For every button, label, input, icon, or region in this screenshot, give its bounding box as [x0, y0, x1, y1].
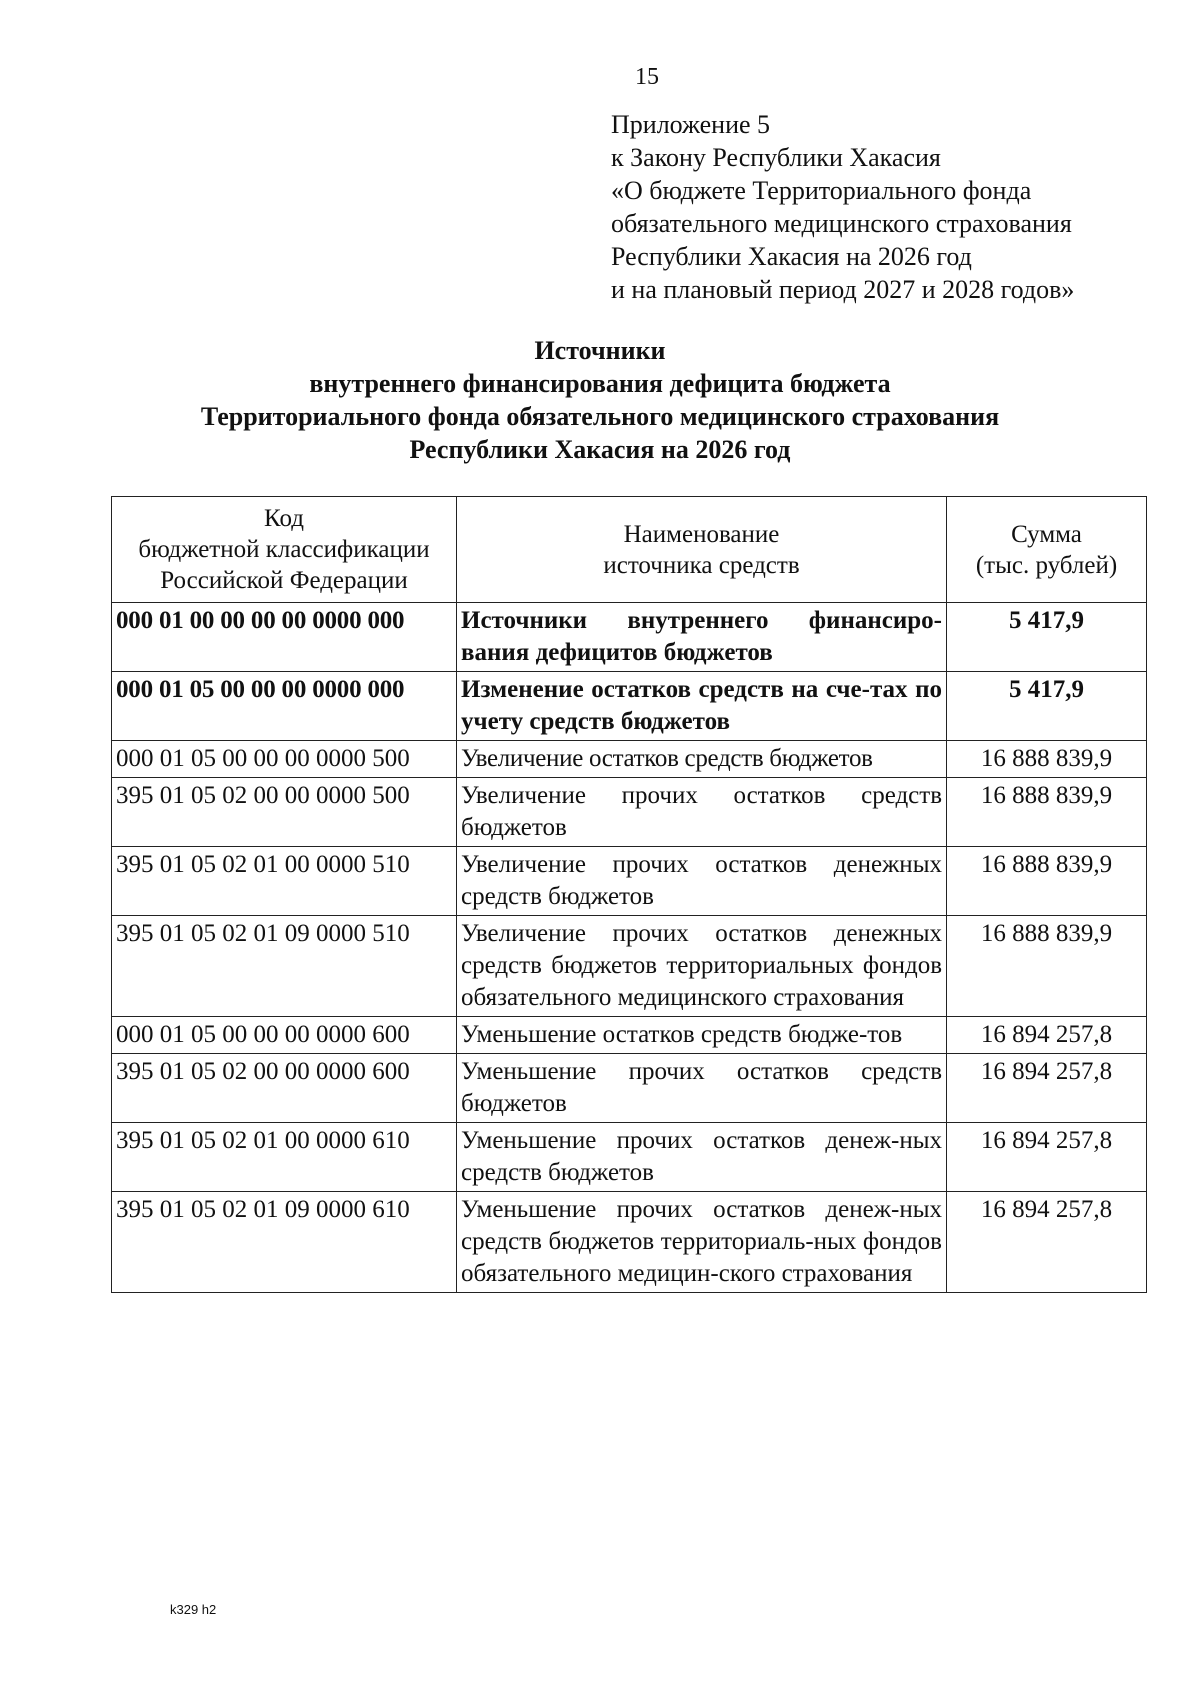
- row-code: 395 01 05 02 01 00 0000 610: [112, 1123, 457, 1192]
- financing-sources-table: [111, 496, 1147, 1293]
- row-code: 395 01 05 02 01 09 0000 610: [112, 1192, 457, 1293]
- row-name: Уменьшение остатков средств бюдже-тов: [457, 1017, 947, 1054]
- row-amount: 16 894 257,8: [947, 1054, 1147, 1123]
- appendix-reference: [611, 108, 1074, 306]
- row-name: Уменьшение прочих остатков средств бюджетов: [457, 1054, 947, 1123]
- header-amount: Сумма (тыс. рублей): [947, 497, 1147, 603]
- appendix-line: Приложение 5: [611, 110, 771, 139]
- row-name: Уменьшение прочих остатков денеж-ных средств бюджетов: [457, 1123, 947, 1192]
- appendix-line: обязательного медицинского страхования: [611, 209, 1072, 238]
- table-row: [112, 741, 1147, 778]
- title-line: Территориального фонда обязательного медицинского страхования: [200, 402, 1000, 431]
- table-row: [112, 916, 1147, 1017]
- header-code: Код бюджетной классификации Российской Федерации: [112, 497, 457, 603]
- row-code: 395 01 05 02 01 00 0000 510: [112, 847, 457, 916]
- header-name: Наименование источника средств: [457, 497, 947, 603]
- row-amount: 16 888 839,9: [947, 778, 1147, 847]
- title-line: внутреннего финансирования дефицита бюджета: [309, 369, 891, 398]
- appendix-line: Республики Хакасия на 2026 год: [611, 242, 972, 271]
- row-name: Увеличение прочих остатков денежных средств бюджетов территориальных фондов обязательного медицинского страхования: [457, 916, 947, 1017]
- row-code: 395 01 05 02 00 00 0000 600: [112, 1054, 457, 1123]
- row-name: Увеличение прочих остатков средств бюджетов: [457, 778, 947, 847]
- table-row: [112, 778, 1147, 847]
- row-name: Увеличение прочих остатков денежных средств бюджетов: [457, 847, 947, 916]
- table-row: [112, 1017, 1147, 1054]
- row-code: 000 01 05 00 00 00 0000 500: [112, 741, 457, 778]
- row-amount: 16 888 839,9: [947, 741, 1147, 778]
- title-line: Источники: [534, 336, 666, 365]
- document-id: k329 h2: [170, 1602, 217, 1617]
- table-row: [112, 1123, 1147, 1192]
- row-amount: 5 417,9: [947, 603, 1147, 672]
- table-header-row: [112, 497, 1147, 603]
- row-amount: 16 888 839,9: [947, 916, 1147, 1017]
- row-code: 395 01 05 02 01 09 0000 510: [112, 916, 457, 1017]
- row-code: 000 01 05 00 00 00 0000 000: [112, 672, 457, 741]
- table-row: [112, 603, 1147, 672]
- row-name: Уменьшение прочих остатков денеж-ных средств бюджетов территориаль-ных фондов обязательного медицин-ского страхования: [457, 1192, 947, 1293]
- page-number: 15: [635, 64, 659, 90]
- appendix-line: и на плановый период 2027 и 2028 годов»: [611, 275, 1075, 304]
- row-code: 000 01 00 00 00 00 0000 000: [112, 603, 457, 672]
- row-name: Увеличение остатков средств бюджетов: [457, 741, 947, 778]
- table-row: [112, 1192, 1147, 1293]
- row-amount: 16 894 257,8: [947, 1123, 1147, 1192]
- row-code: 000 01 05 00 00 00 0000 600: [112, 1017, 457, 1054]
- table-row: [112, 672, 1147, 741]
- row-code: 395 01 05 02 00 00 0000 500: [112, 778, 457, 847]
- table-row: [112, 847, 1147, 916]
- row-amount: 16 894 257,8: [947, 1192, 1147, 1293]
- appendix-line: «О бюджете Территориального фонда: [611, 176, 1032, 205]
- document-title: [0, 334, 1200, 466]
- row-name: Источники внутреннего финансиро-вания дефицитов бюджетов: [457, 603, 947, 672]
- row-amount: 16 888 839,9: [947, 847, 1147, 916]
- row-amount: 5 417,9: [947, 672, 1147, 741]
- row-amount: 16 894 257,8: [947, 1017, 1147, 1054]
- title-line: Республики Хакасия на 2026 год: [409, 435, 791, 464]
- appendix-line: к Закону Республики Хакасия: [611, 143, 941, 172]
- row-name: Изменение остатков средств на сче-тах по учету средств бюджетов: [457, 672, 947, 741]
- table-row: [112, 1054, 1147, 1123]
